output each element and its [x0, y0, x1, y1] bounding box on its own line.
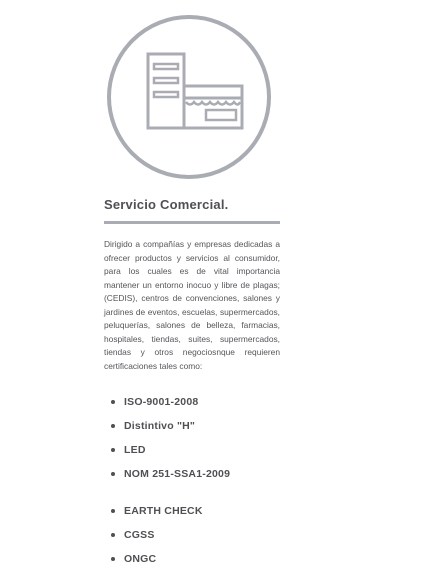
- certification-item: [104, 503, 230, 527]
- commercial-building-icon: [106, 14, 272, 180]
- bullet-icon: [111, 448, 115, 452]
- certification-label: Distintivo "H": [124, 420, 196, 432]
- certification-label: EARTH CHECK: [124, 505, 203, 517]
- title-underline: [104, 221, 280, 224]
- certification-item: [104, 551, 230, 575]
- tower-window-2: [154, 78, 178, 83]
- tower-window-3: [154, 92, 178, 97]
- certification-item: [104, 466, 230, 490]
- bullet-icon: [111, 557, 115, 561]
- certification-label: ONGC: [124, 553, 157, 565]
- shop-outline: [184, 86, 242, 128]
- shop-awning: [186, 102, 240, 105]
- bullet-icon: [111, 400, 115, 404]
- section-title: Servicio Comercial.: [104, 197, 229, 212]
- shop-window: [206, 110, 236, 120]
- bullet-icon: [111, 472, 115, 476]
- certification-label: LED: [124, 444, 146, 456]
- certification-label: ISO-9001-2008: [124, 396, 199, 408]
- bullet-icon: [111, 509, 115, 513]
- tower-window-1: [154, 64, 178, 69]
- commercial-building-icon-graphic: [106, 14, 272, 180]
- certification-item: [104, 418, 230, 442]
- certification-item: [104, 527, 230, 551]
- certification-item: [104, 394, 230, 418]
- bullet-icon: [111, 533, 115, 537]
- section-description: Dirigido a compañías y empresas dedicadas a ofrecer productos y servicios al consumidor, para los cuales es de vital importancia mantener un entorno inocuo y libre de plagas; (CEDIS), centros de convenciones, salones y jardines de eventos, escuelas, supermercados, peluquerías, salones de belleza, farmacias, hospitales, tiendas, suites, supermercados, tiendas y otros negociosnque requieren certificaciones tales como:: [104, 239, 280, 371]
- certification-list: [104, 394, 230, 575]
- certification-label: CGSS: [124, 529, 155, 541]
- certification-label: NOM 251-SSA1-2009: [124, 468, 231, 480]
- certification-item: [104, 442, 230, 466]
- bullet-icon: [111, 424, 115, 428]
